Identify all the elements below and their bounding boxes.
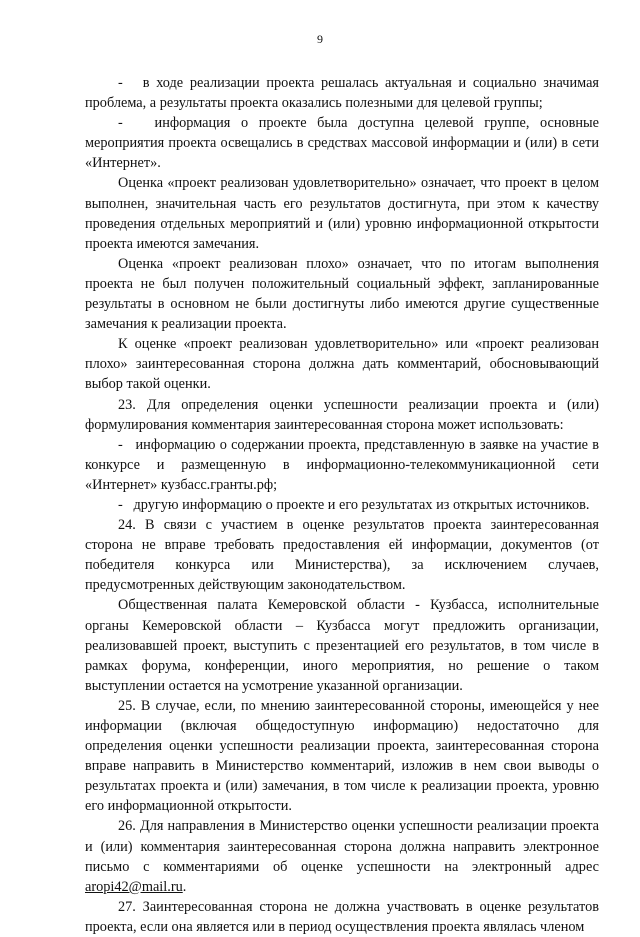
paragraph: Оценка «проект реализован удовлетворительно» означает, что проект в целом выполнен, значительная часть его результатов достигнута, при этом к качеству проведения отдельных мероприятий и (или) уровню информационной открытости проекта имеются замечания. <box>85 175 599 252</box>
paragraph-clause-27: 27. Заинтересованная сторона не должна участвовать в оценке результатов проекта, если она является или в период осуществления проекта являлась членом <box>85 898 599 935</box>
list-item-bullet: - информация о проекте была доступна целевой группе, основные мероприятия проекта освещались в средствах массовой информации и (или) в сети «Интернет». <box>85 115 599 172</box>
paragraph-clause-26 <box>85 816 599 896</box>
list-item-bullet: - другую информацию о проекте и его результатах из открытых источников. <box>118 496 590 513</box>
paragraph-clause-23: 23. Для определения оценки успешности реализации проекта и (или) формулирования комментария заинтересованная сторона может использовать: <box>85 396 599 433</box>
clause-26-tail: . <box>182 878 187 895</box>
document-body <box>85 73 599 937</box>
paragraph: К оценке «проект реализован удовлетворительно» или «проект реализован плохо» заинтересованная сторона должна дать комментарий, обосновывающий выбор такой оценки. <box>85 336 599 393</box>
paragraph-clause-24: 24. В связи с участием в оценке результатов проекта заинтересованная сторона не вправе требовать предоставления ей информации, документов (от победителя конкурса или Министерства), за исключением случаев, предусмотренных действующим законодательством. <box>85 517 599 594</box>
paragraph: Общественная палата Кемеровской области - Кузбасса, исполнительные органы Кемеровской области – Кузбасса могут предложить организации, реализовавшей проект, выступить с презентацией его результатов, в том числе в рамках форума, конференции, иного мероприятия, но решение о таком выступлении остается на усмотрение указанной организации. <box>85 597 599 694</box>
list-item-bullet: - в ходе реализации проекта решалась актуальная и социально значимая проблема, а результаты проекта оказались полезными для целевой группы; <box>85 75 599 112</box>
list-item-bullet: - информацию о содержании проекта, представленную в заявке на участие в конкурсе и размещенную в информационно-телекоммуникационной сети «Интернет» кузбасс.гранты.рф; <box>85 436 599 493</box>
clause-26-text: 26. Для направления в Министерство оценки успешности реализации проекта и (или) комментария заинтересованная сторона должна направить электронное письмо с комментариями об оценке успешности на электронный адрес <box>85 818 599 875</box>
email-link[interactable]: aropi42@mail.ru <box>85 878 183 895</box>
paragraph-clause-25: 25. В случае, если, по мнению заинтересованной стороны, имеющейся у нее информации (включая общедоступную информацию) недостаточно для определения оценки успешности реализации проекта, заинтересованная сторона вправе направить в Министерство комментарий, изложив в нем свои выводы о результатах проекта и (или) замечания, в том числе к реализации проекта, уровню его информационной открытости. <box>85 697 599 815</box>
page-number: 9 <box>317 32 323 46</box>
paragraph: Оценка «проект реализован плохо» означает, что по итогам выполнения проекта не был получен положительный социальный эффект, запланированные результаты в основном не были достигнуты либо имеются другие существенные замечания к реализации проекта. <box>85 255 599 333</box>
